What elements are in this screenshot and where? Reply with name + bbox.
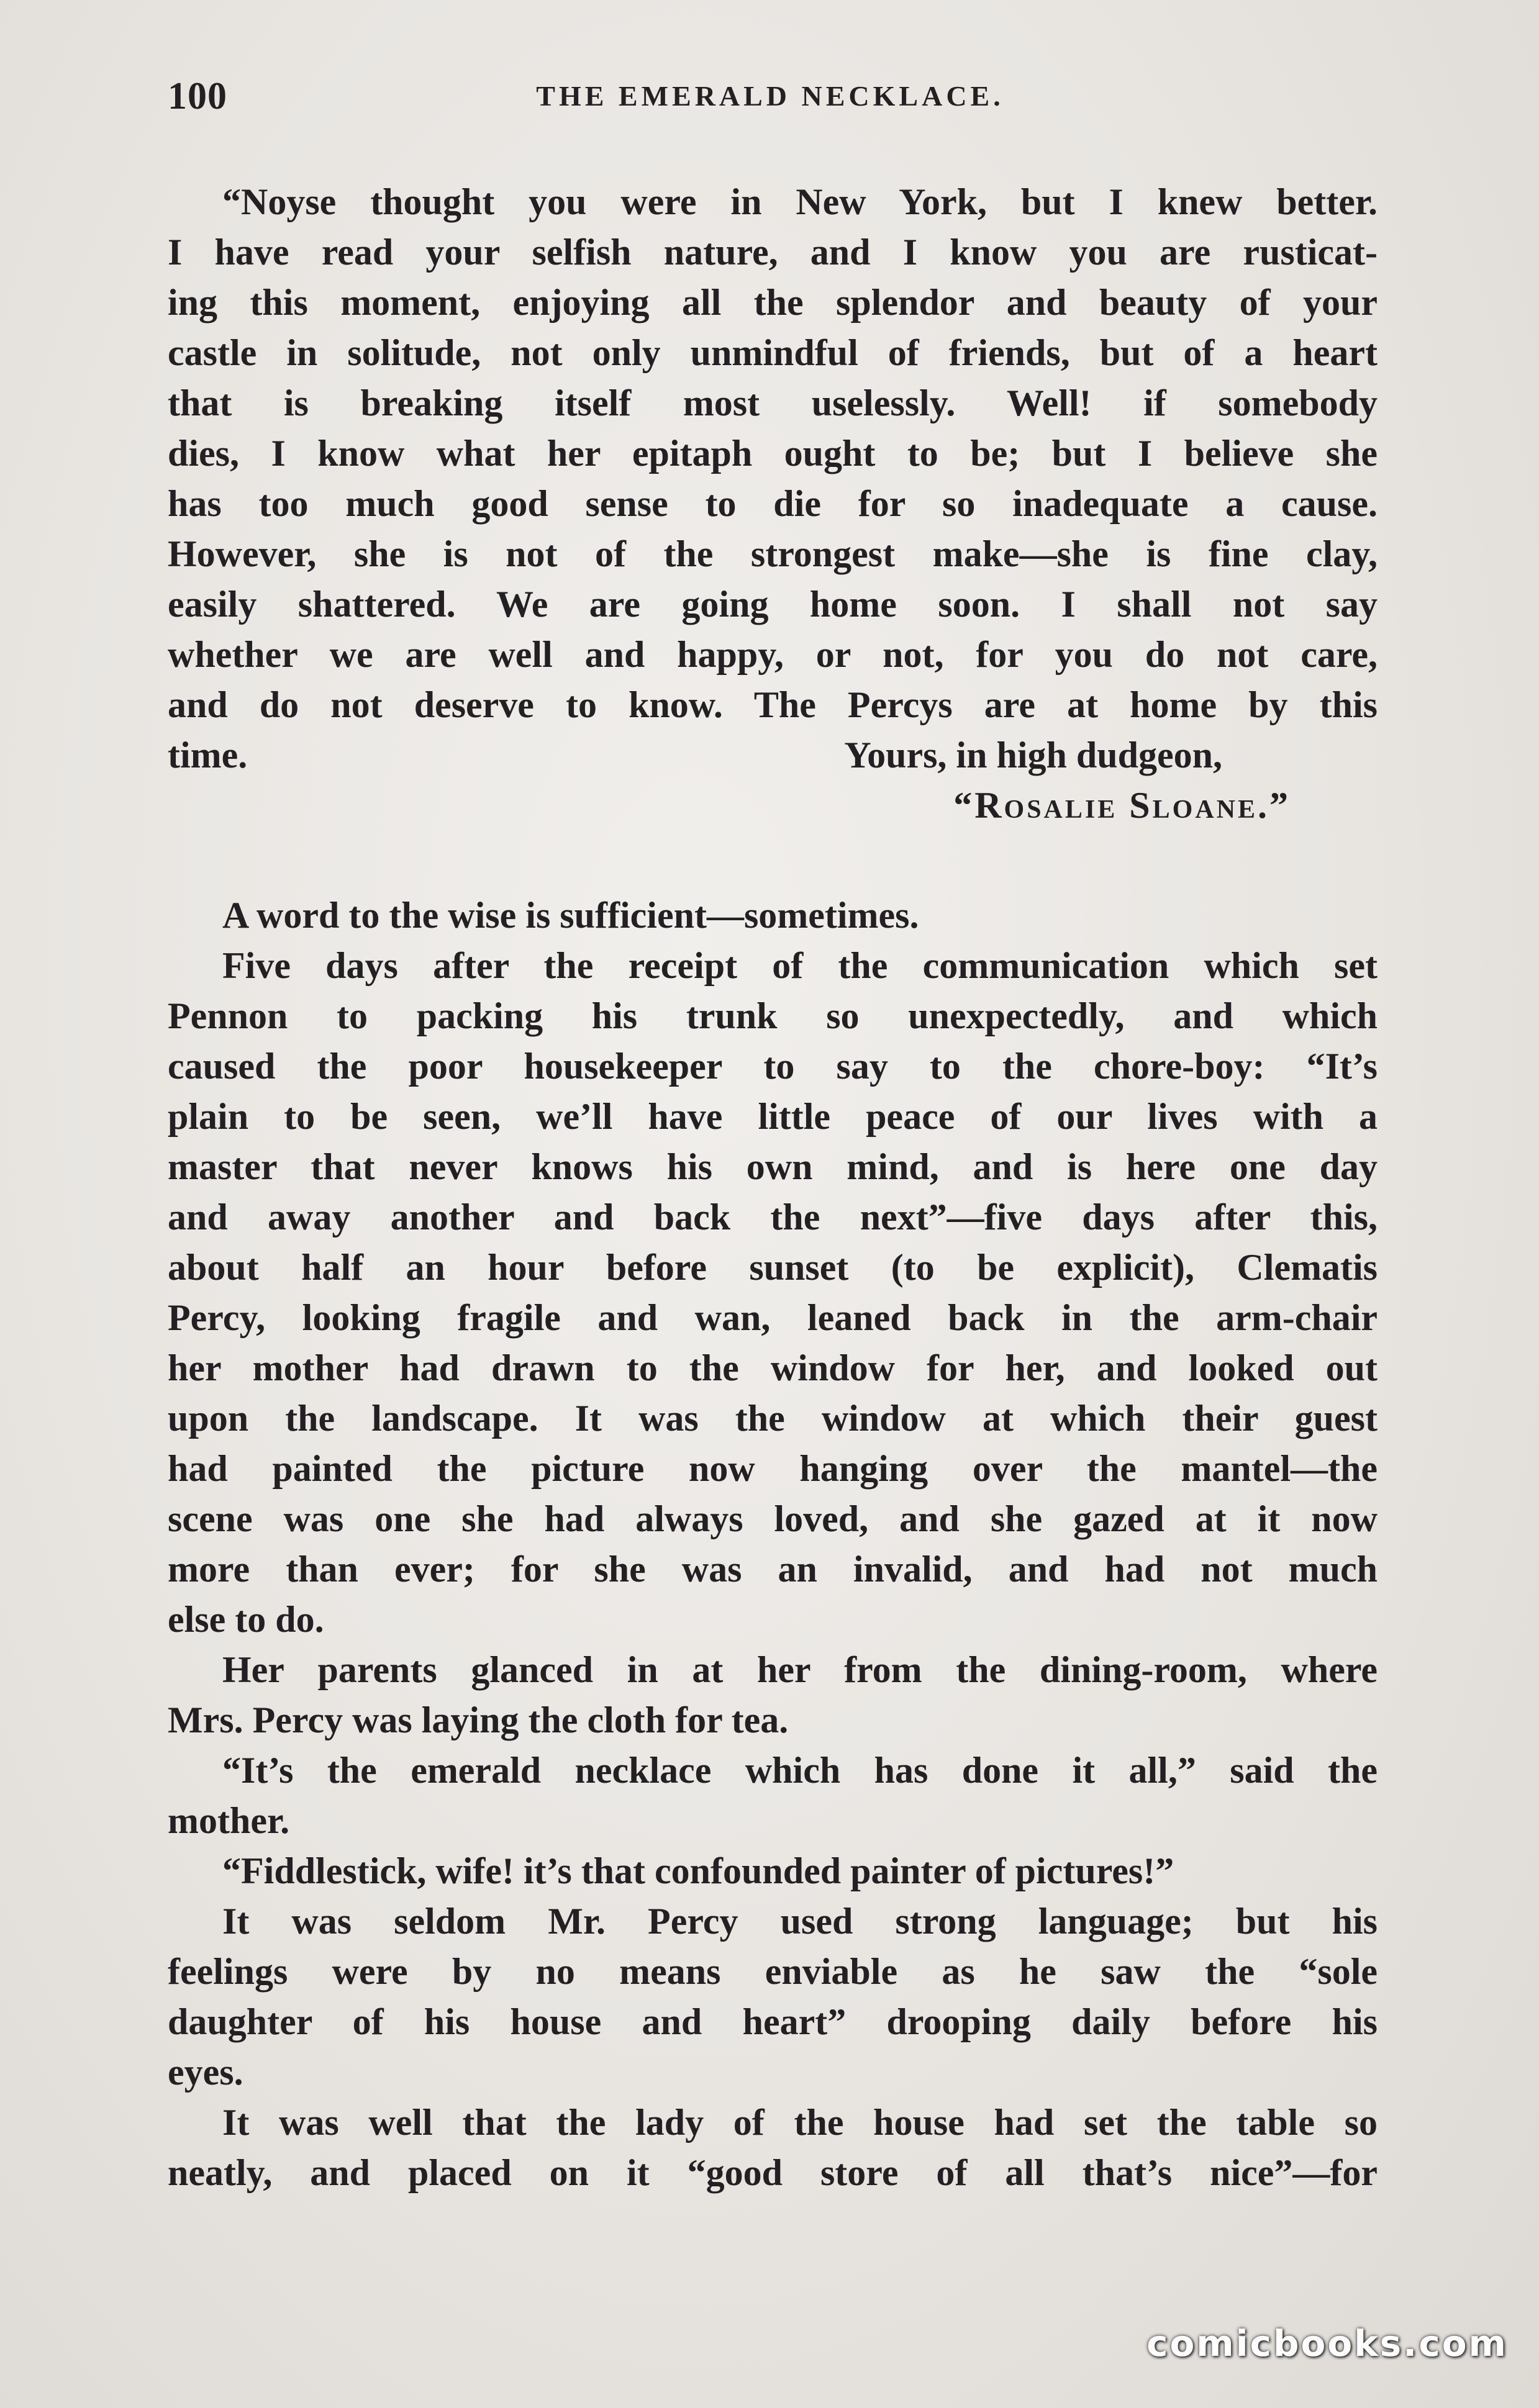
text-line: It was seldom Mr. Percy used strong language; but his — [222, 1901, 1378, 1942]
text-line: whether we are well and happy, or not, for you do not care, — [168, 634, 1378, 675]
page-header — [168, 75, 1373, 124]
text-line: eyes. — [168, 2052, 243, 2093]
watermark: comicbooks.com — [1146, 2322, 1508, 2365]
page-text — [168, 177, 1378, 2198]
text-line: feelings were by no means enviable as he saw the “sole — [168, 1951, 1378, 1992]
text-line: has too much good sense to die for so inadequate a cause. — [168, 483, 1378, 524]
text-line: It was well that the lady of the house had set the table so — [222, 2102, 1378, 2143]
text-line: ing this moment, enjoying all the splendor and beauty of your — [168, 282, 1378, 323]
closing-right: Yours, in high dudgeon, — [844, 735, 1222, 776]
page-number: 100 — [168, 75, 227, 117]
text-line: “Noyse thought you were in New York, but I knew better. — [222, 181, 1378, 222]
text-line: and away another and back the next”—five days after this, — [168, 1197, 1378, 1238]
letter-closing — [168, 730, 1378, 781]
text-line: and do not deserve to know. The Percys are at home by this — [168, 684, 1378, 725]
text-line: “It’s the emerald necklace which has done it all,” said the — [222, 1750, 1378, 1791]
text-line: that is breaking itself most uselessly. Well! if somebody — [168, 382, 1378, 423]
text-line: I have read your selfish nature, and I know you are rusticat- — [168, 232, 1378, 273]
text-line: A word to the wise is sufficient—sometimes. — [222, 895, 919, 936]
text-line: castle in solitude, not only unmindful of friends, but of a heart — [168, 332, 1378, 373]
text-line: mother. — [168, 1800, 290, 1841]
closing-left: time. — [168, 735, 248, 776]
text-line: Her parents glanced in at her from the dining-room, where — [222, 1649, 1378, 1690]
running-head: THE EMERALD NECKLACE. — [536, 80, 1004, 112]
text-line: her mother had drawn to the window for her, and looked out — [168, 1347, 1378, 1388]
text-line: plain to be seen, we’ll have little peace of our lives with a — [168, 1096, 1378, 1137]
letter-text — [168, 177, 1378, 831]
text-line: upon the landscape. It was the window at which their guest — [168, 1398, 1378, 1439]
signature: “Rosalie Sloane.” — [953, 785, 1291, 826]
text-line: “Fiddlestick, wife! it’s that confounded painter of pictures!” — [222, 1850, 1174, 1891]
text-line: caused the poor housekeeper to say to the chore-boy: “It’s — [168, 1046, 1378, 1087]
text-line: Percy, looking fragile and wan, leaned back in the arm-chair — [168, 1297, 1378, 1338]
section-gap — [168, 831, 1378, 890]
text-line: daughter of his house and heart” drooping daily before his — [168, 2001, 1378, 2042]
text-line: easily shattered. We are going home soon. I shall not say — [168, 584, 1378, 625]
text-line: had painted the picture now hanging over the mantel—the — [168, 1448, 1378, 1489]
text-line: Five days after the receipt of the communication which set — [222, 945, 1378, 986]
text-line: neatly, and placed on it “good store of all that’s nice”—for — [168, 2152, 1378, 2193]
text-line: more than ever; for she was an invalid, and had not much — [168, 1549, 1378, 1590]
text-line: dies, I know what her epitaph ought to be; but I believe she — [168, 433, 1378, 474]
text-line: scene was one she had always loved, and she gazed at it now — [168, 1498, 1378, 1539]
text-line: master that never knows his own mind, and is here one day — [168, 1146, 1378, 1187]
text-line: about half an hour before sunset (to be explicit), Clematis — [168, 1247, 1378, 1288]
text-line: else to do. — [168, 1599, 324, 1640]
text-line: However, she is not of the strongest make—she is fine clay, — [168, 533, 1378, 574]
text-line: Pennon to packing his trunk so unexpectedly, and which — [168, 995, 1378, 1036]
text-line: Mrs. Percy was laying the cloth for tea. — [168, 1700, 789, 1740]
body-text — [168, 890, 1378, 2198]
